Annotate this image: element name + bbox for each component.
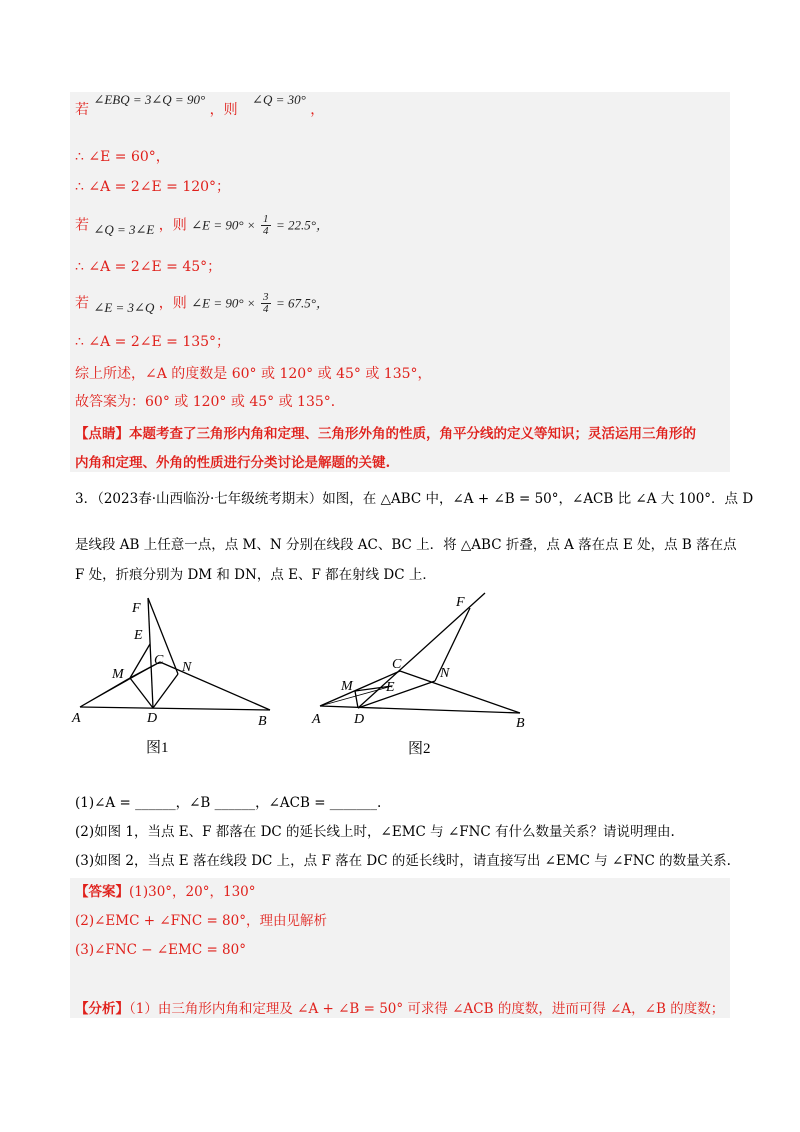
math-expr: = 22.5°，	[275, 217, 329, 233]
fig2-label-E: E	[386, 680, 395, 695]
segment-DN	[358, 681, 435, 708]
dianjing-text: 本题考查了三角形内角和定理、三角形外角的性质，角平分线的定义等知识；灵活运用三角形的	[129, 426, 696, 442]
fraction	[261, 292, 271, 315]
solution-line-2	[75, 147, 170, 167]
subquestion-text: (3)如图 2，当点 E 落在线段 DC 上，点 F 落在 DC 的延长线时，请直接写出 ∠EMC 与 ∠FNC 的数量关系.	[75, 853, 731, 869]
answer-text: (1)30°，20°，130°	[129, 884, 256, 900]
segment-DF-ray	[358, 593, 485, 708]
fig2-label-A: A	[312, 712, 321, 727]
segment-DN	[153, 674, 178, 708]
fig2-label-M: M	[341, 679, 353, 694]
subquestion-2	[75, 822, 675, 842]
math-expr: ∠E = 90° ×	[191, 295, 256, 311]
question-text: F 处，折痕分别为 DM 和 DN，点 E、F 都在射线 DC 上．	[75, 567, 436, 583]
dianjing-line-2	[75, 453, 390, 473]
segment-AE	[320, 686, 392, 706]
math-expr: ∠EBQ = 3∠Q = 90°	[93, 92, 206, 107]
segment-AB	[320, 706, 520, 713]
solution-line-8	[75, 364, 432, 384]
answer-line-1	[75, 882, 256, 902]
answer-tag: 【答案】	[75, 884, 129, 900]
text: 故答案为：60° 或 120° 或 45° 或 135°．	[75, 394, 345, 410]
question-text: 是线段 AB 上任意一点，点 M、N 分别在线段 AC、BC 上．将 △ABC 折叠，点 A 落在点 E 处，点 B 落在点	[75, 537, 737, 553]
solution-line-4	[75, 214, 329, 237]
fraction	[261, 214, 271, 237]
text: 综上所述，∠A 的度数是 60° 或 120° 或 45° 或 135°，	[75, 366, 432, 382]
solution-line-7	[75, 332, 230, 352]
fig1-label-E: E	[134, 628, 143, 643]
subquestion-3	[75, 851, 731, 871]
fig2-label-D: D	[354, 712, 365, 727]
text: ∴ ∠E = 60°，	[75, 149, 170, 165]
solution-line-9	[75, 392, 345, 412]
question-line-3	[75, 565, 436, 585]
fig1-label-M: M	[112, 667, 124, 682]
fig1-label-B: B	[258, 714, 267, 729]
analysis-text: （1）由三角形内角和定理及 ∠A + ∠B = 50° 可求得 ∠ACB 的度数，进而可得 ∠A，∠B 的度数；	[129, 1001, 725, 1017]
fig1-label-A: A	[72, 711, 81, 726]
dianjing-tag: 【点睛】	[75, 426, 129, 442]
fraction-num: 1	[263, 213, 269, 225]
subquestion-text: (2)如图 1，当点 E、F 都落在 DC 的延长线上时，∠EMC 与 ∠FNC 有什么数量关系？请说明理由.	[75, 824, 675, 840]
figure-2	[310, 588, 550, 778]
solution-line-6	[75, 292, 329, 315]
text: ∴ ∠A = 2∠E = 120°；	[75, 179, 231, 195]
answer-text: (3)∠FNC − ∠EMC = 80°	[75, 942, 246, 958]
analysis-line-1	[75, 999, 724, 1019]
answer-line-3	[75, 940, 246, 960]
fraction-den: 4	[263, 303, 269, 315]
fig1-label-F: F	[132, 601, 141, 616]
text-ruo: 若	[75, 102, 89, 118]
fig1-label-C: C	[154, 653, 164, 668]
text: ∴ ∠A = 2∠E = 45°；	[75, 259, 222, 275]
analysis-tag: 【分析】	[75, 1001, 129, 1017]
segment-MD	[355, 691, 358, 708]
segment-DF	[148, 598, 153, 708]
dianjing-line-1	[75, 424, 696, 444]
fraction-num: 3	[263, 291, 269, 303]
solution-line-5	[75, 257, 221, 277]
fig2-label-C: C	[392, 657, 402, 672]
fig2-caption: 图2	[408, 741, 431, 757]
text-punct: ，	[310, 102, 325, 118]
dianjing-text: 内角和定理、外角的性质进行分类讨论是解题的关键.	[75, 455, 391, 471]
math-expr: ∠Q = 3∠E	[93, 221, 155, 237]
answer-line-2	[75, 911, 327, 931]
figure-1	[70, 592, 290, 772]
fig1-label-D: D	[147, 711, 158, 726]
fraction-den: 4	[263, 225, 269, 237]
segment-AB	[80, 707, 270, 710]
question-line-2	[75, 535, 737, 555]
math-expr: ∠Q = 30°	[252, 92, 306, 107]
math-expr: ∠E = 3∠Q	[93, 299, 155, 315]
fig1-caption: 图1	[146, 740, 169, 756]
solution-line-1	[75, 92, 325, 120]
text-ruo: 若	[75, 295, 89, 312]
text-ruo: 若	[75, 217, 89, 234]
subquestion-text: (1)∠A = ______，∠B ______，∠ACB = _______.	[75, 795, 382, 811]
fig2-label-F: F	[456, 595, 465, 610]
math-expr: = 67.5°，	[275, 295, 329, 311]
fig2-label-N: N	[440, 666, 450, 681]
question-text: 3．（2023春·山西临汾·七年级统考期末）如图，在 △ABC 中，∠A + ∠B = 50°，∠ACB 比 ∠A 大 100°．点 D	[75, 491, 754, 507]
answer-text: (2)∠EMC + ∠FNC = 80°，理由见解析	[75, 913, 327, 929]
solution-line-3	[75, 177, 230, 197]
subquestion-1	[75, 793, 381, 813]
question-line-1	[75, 489, 753, 509]
text-ze: ，则	[209, 102, 238, 118]
text: ∴ ∠A = 2∠E = 135°；	[75, 334, 231, 350]
text-ze: ，则	[158, 295, 187, 312]
segment-CB	[400, 671, 520, 713]
text-ze: ，则	[158, 217, 187, 234]
fig2-label-B: B	[516, 716, 525, 731]
fig1-label-N: N	[182, 660, 192, 675]
math-expr: ∠E = 90° ×	[191, 217, 256, 233]
segment-MD	[130, 678, 153, 708]
